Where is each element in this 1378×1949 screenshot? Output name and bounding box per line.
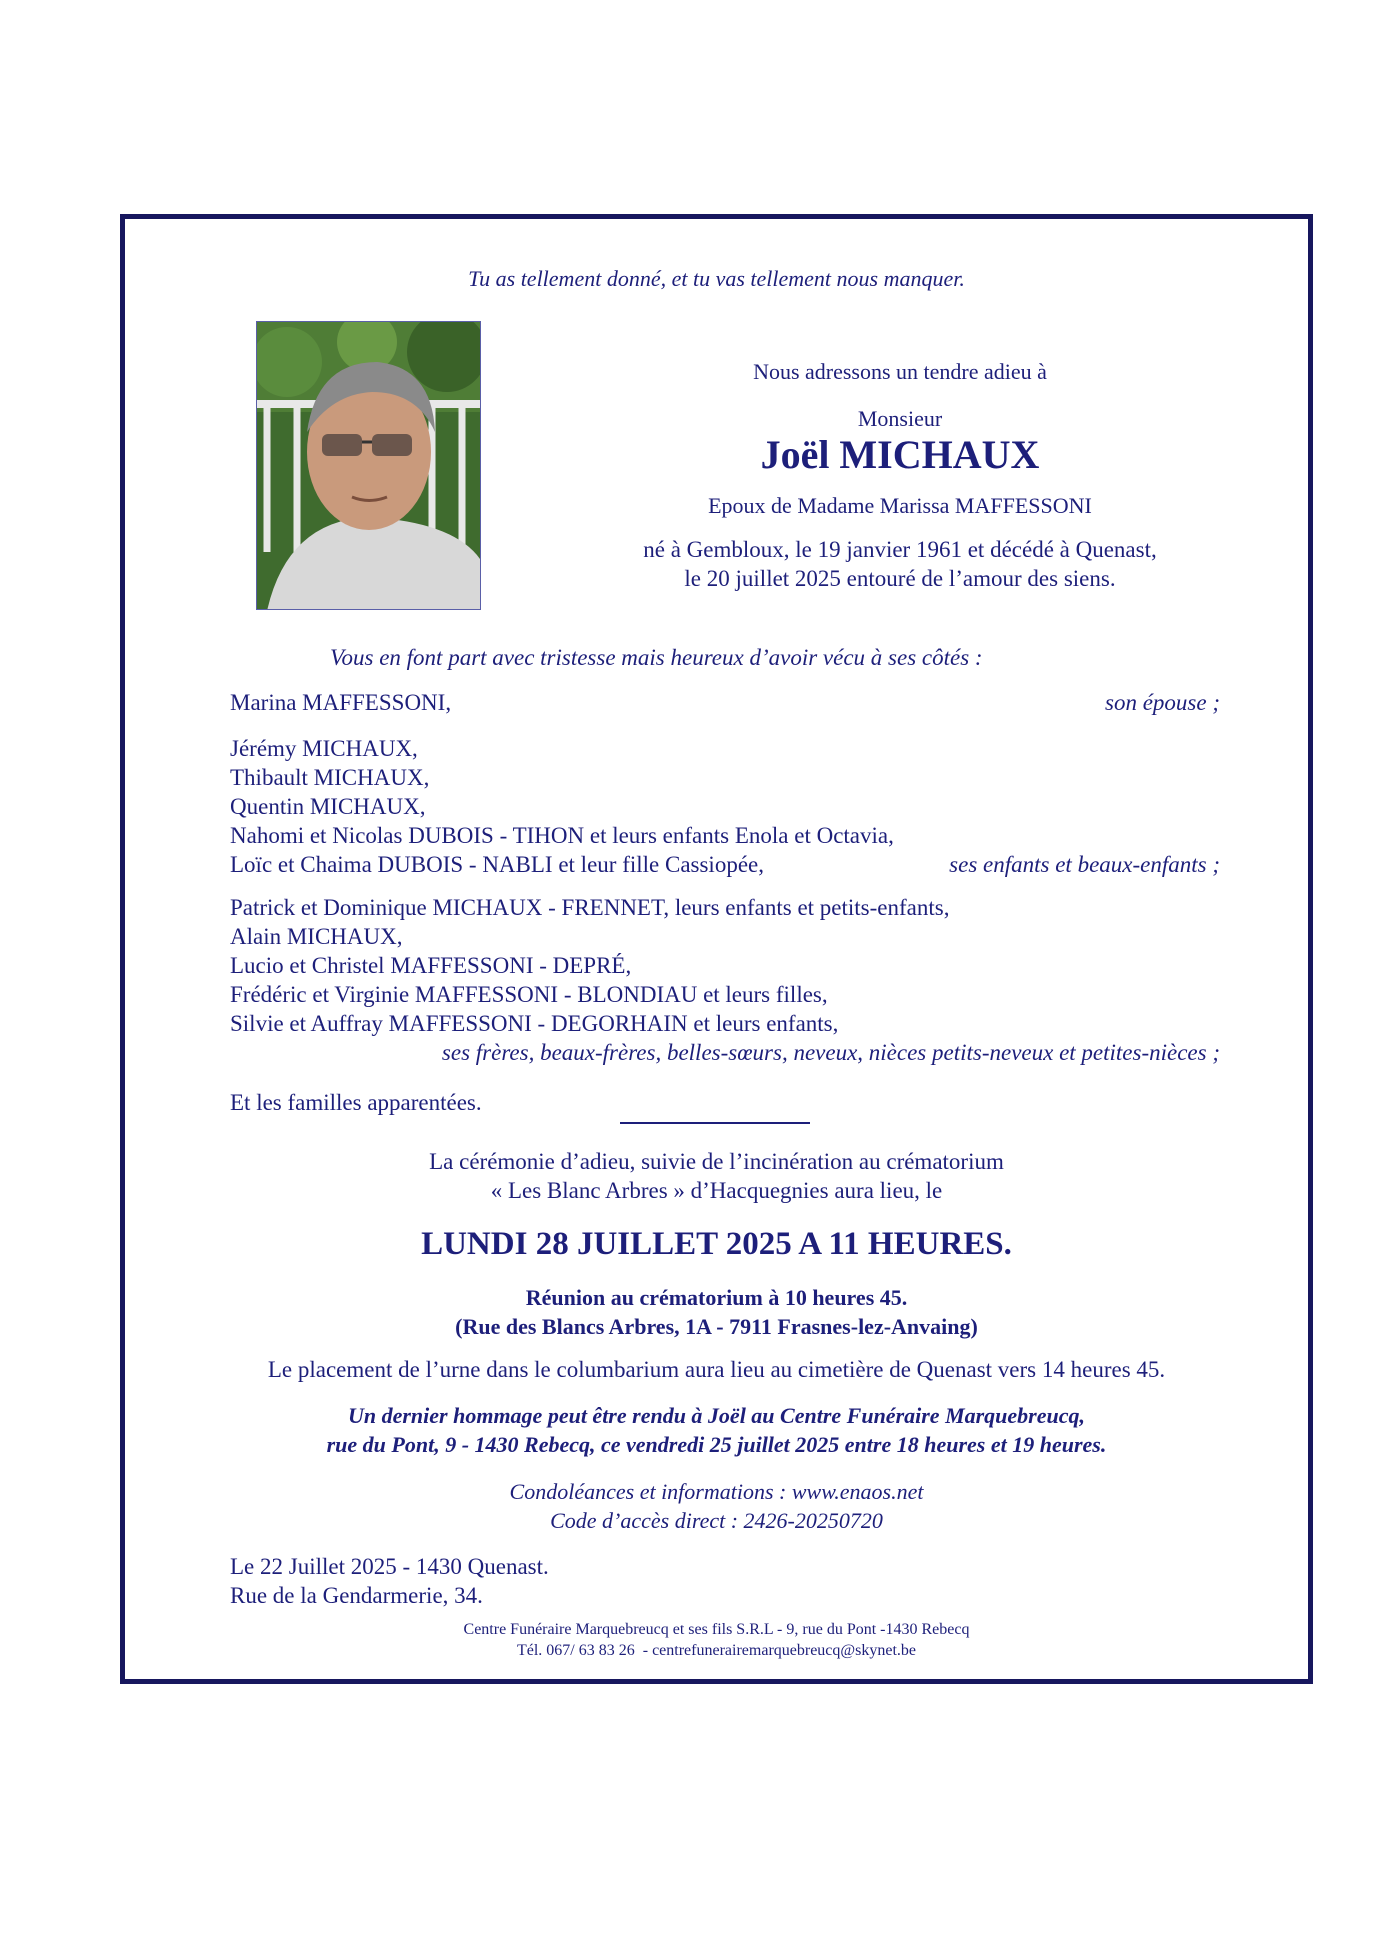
list-item: Silvie et Auffray MAFFESSONI - DEGORHAIN et leurs enfants,: [230, 1011, 839, 1036]
condolences-line: Condoléances et informations : www.enaos.net: [509, 1479, 924, 1504]
list-item: Quentin MICHAUX,: [230, 794, 426, 819]
intro-line: Nous adressons un tendre adieu à: [753, 359, 1047, 384]
children-role: ses enfants et beaux-enfants ;: [949, 852, 1220, 877]
ceremony-line-1: La cérémonie d’adieu, suivie de l’incinération au crématorium: [429, 1149, 1004, 1174]
footer-company: Centre Funéraire Marquebreucq et ses fils S.R.L - 9, rue du Pont -1430 Rebecq: [463, 1621, 970, 1638]
announcement: Vous en font part avec tristesse mais heureux d’avoir vécu à ses côtés :: [330, 645, 983, 670]
birth-death-line-2: le 20 juillet 2025 entouré de l’amour des siens.: [684, 566, 1116, 591]
tribute-line-1: Un dernier hommage peut être rendu à Joël au Centre Funéraire Marquebreucq,: [347, 1403, 1086, 1428]
birth-death-line-1: né à Gembloux, le 19 janvier 1961 et décédé à Quenast,: [643, 537, 1157, 562]
ceremony-line-2: « Les Blanc Arbres » d’Hacquegnies aura lieu, le: [490, 1178, 943, 1203]
epigraph: Tu as tellement donné, et tu vas tellement nous manquer.: [468, 266, 965, 291]
list-item: Nahomi et Nicolas DUBOIS - TIHON et leurs enfants Enola et Octavia,: [230, 823, 894, 848]
list-item: Patrick et Dominique MICHAUX - FRENNET, leurs enfants et petits-enfants,: [230, 895, 950, 920]
list-item: Thibault MICHAUX,: [230, 765, 430, 790]
siblings-role: ses frères, beaux-frères, belles-sœurs, neveux, nièces petits-neveux et petites-nièces ;: [441, 1040, 1220, 1065]
urn-line: Le placement de l’urne dans le columbarium aura lieu au cimetière de Quenast vers 14 heures 45.: [267, 1357, 1166, 1382]
list-item: Lucio et Christel MAFFESSONI - DEPRÉ,: [230, 953, 632, 978]
ceremony-date: LUNDI 28 JUILLET 2025 A 11 HEURES.: [421, 1226, 1012, 1262]
meeting-address: (Rue des Blancs Arbres, 1A - 7911 Frasnes-lez-Anvaing): [455, 1314, 978, 1339]
children-list: [230, 734, 1220, 879]
spouse-name: Marina MAFFESSONI,: [230, 690, 452, 715]
spouse-row: [230, 688, 1220, 717]
siblings-list: [230, 893, 1220, 1065]
list-item: Jérémy MICHAUX,: [230, 736, 418, 761]
spouse-line: Epoux de Madame Marissa MAFFESSONI: [708, 493, 1092, 518]
deceased-name: Joël MICHAUX: [760, 432, 1040, 477]
honorific: Monsieur: [857, 406, 943, 431]
tribute-line-2: rue du Pont, 9 - 1430 Rebecq, ce vendredi 25 juillet 2025 entre 18 heures et 19 heures.: [326, 1432, 1107, 1457]
list-item: Frédéric et Virginie MAFFESSONI - BLONDIAU et leurs filles,: [230, 982, 828, 1007]
other-families: Et les familles apparentées.: [230, 1090, 482, 1115]
list-item: Alain MICHAUX,: [230, 924, 403, 949]
portrait-photo: [256, 321, 481, 610]
place-date-line: Le 22 Juillet 2025 - 1430 Quenast.: [230, 1554, 549, 1579]
spouse-role: son épouse ;: [1105, 690, 1220, 715]
separator-line: [620, 1122, 810, 1124]
list-item: Loïc et Chaima DUBOIS - NABLI et leur fille Cassiopée,: [230, 852, 764, 877]
address-line: Rue de la Gendarmerie, 34.: [230, 1583, 483, 1608]
footer-contact: Tél. 067/ 63 83 26 - centrefunerairemarquebreucq@skynet.be: [516, 1642, 917, 1659]
meeting-line: Réunion au crématorium à 10 heures 45.: [525, 1285, 908, 1310]
access-code-line: Code d’accès direct : 2426-20250720: [550, 1508, 883, 1533]
